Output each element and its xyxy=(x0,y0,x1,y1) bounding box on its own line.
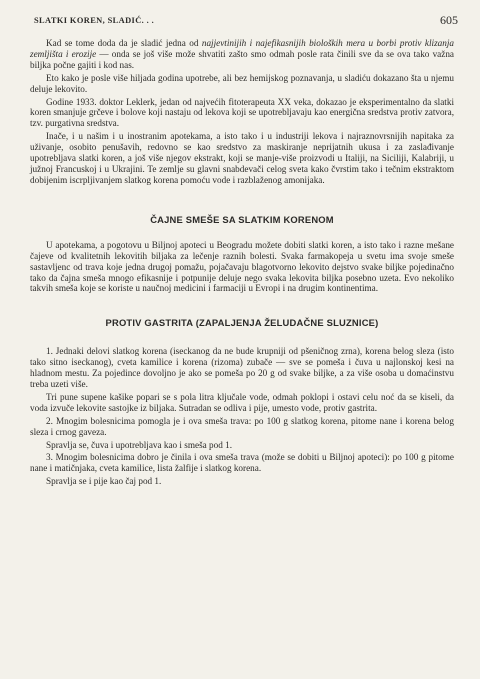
section-heading-gastritis: PROTIV GASTRITA (ZAPALJENJA ŽELUDAČNE SLUZNICE) xyxy=(105,317,379,329)
recipe-1: 1. Jednaki delovi slatkog korena (iseckanog da ne bude krupniji od pšeničnog zrna), korena belog sleza (isto tako sitno iseckanog), cveta kamilice i korena (rizoma) zubače — sve se pomeša i čuva u najlonskoj kesi na hladnom mestu. Za pojedince dovoljno je ako se pomeša po 20 g od svake biljke, a za više osoba u domaćinstvu treba uzeti više. xyxy=(30,346,454,390)
recipe-2-preparation: Spravlja se, čuva i upotrebljava kao i smeša pod 1. xyxy=(46,439,232,450)
recipe-2: 2. Mnogim bolesnicima pomogla je i ova smeša trava: po 100 g slatkog korena, pitome nane i korena belog sleza i crnog gaveza. xyxy=(30,415,454,437)
running-head: SLATKI KOREN, SLADIĆ. . . xyxy=(34,16,155,25)
paragraph-pharmacies: Inače, i u našim i u inostranim apotekama, a isto tako i u industriji lekova i najraznovrsnijih napitaka za uživanje, osobito penušavih, redovno se kao sredstvo za maskiranje neprijatnih ukusa i za zaslađivanje upotrebljava slatki koren, a još više njegov ekstrakt, koji se manje-više proizvodi u Italiji, na Siciliji, Kalabriji, u južnoj Francuskoj i u Ukrajini. Te zemlje su glavni snabdevači celog sveta kako čvrstim tako i tečnim ekstraktom dobijenim iscrpljivanjem slatkog korena pomoću vode i razblaženog amonijaka. xyxy=(30,131,454,185)
paragraph-text: — onda se još više može shvatiti zašto smo odmah posle rata činili sve da se ova tako važna biljka počne gajiti i kod nas. xyxy=(30,48,454,70)
emphasized-text: najjevtinijih i najefikasnijih bioloških mera u borbi protiv klizanja zemljišta i erozije xyxy=(30,38,454,59)
paragraph-leclerc: Godine 1933. doktor Leklerk, jedan od najvećih fitoterapeuta XX veka, dokazao je eksperimentalno da slatki koren smanjuje grčeve i bolove koji nastaju od lekova koji se upotrebljavaju kao energična sredstva protiv zatvora, tzv. purgativna sredstva. xyxy=(30,96,454,129)
body-text xyxy=(30,38,454,487)
recipe-3: 3. Mnogim bolesnicima dobro je činila i ova smeša trava (može se dobiti u Biljnoj apoteci): po 100 g pitome nane i matičnjaka, cveta kamilice, lista žalfije i slatkog korena. xyxy=(30,452,454,474)
recipe-3-preparation: Spravlja se i pije kao čaj pod 1. xyxy=(46,476,162,487)
paragraph-chemistry: Eto kako je posle više hiljada godina upotrebe, ali bez hemijskog poznavanja, u sladiću dokazano šta u njemu deluje lekovito. xyxy=(30,72,454,94)
paragraph-tea-blends: U apotekama, a pogotovu u Biljnoj apoteci u Beogradu možete dobiti slatki koren, a isto tako i razne mešane čajeve od kvalitetnih lekovitih biljaka za lečenje raznih bolesti. Svaka farmakopeja u svetu ima svoje smeše sastavljenc od trava koje jedna drugoj pomažu, pojačavaju blagotvorno lekovito dejstvo svake biljke pojedinačno tako da čajna smeša mnogo efikasnije i potpunije deluje nego svaka lekovita biljka posebno uzeta. Evo nekoliko takvih smeša koje se koriste u naučnoj medicini i farmaciji u Evropi i na drugim kontinentima. xyxy=(30,239,454,294)
section-heading-tea-blends: ČAJNE SMEŠE SA SLATKIM KORENOM xyxy=(150,213,334,225)
paragraph-text: Kad se tome doda da je sladić jedna od xyxy=(46,38,202,48)
recipe-1-preparation: Tri pune supene kašike popari se s pola litra ključale vode, odmah poklopi i ostavi celu noć da se kiseli, da voda izvuče lekovite sastojke iz biljaka. Sutradan se odliva i pije, umesto vode, protiv gastrita. xyxy=(30,391,454,413)
page-number: 605 xyxy=(440,13,458,27)
paragraph-erosion xyxy=(30,38,454,71)
